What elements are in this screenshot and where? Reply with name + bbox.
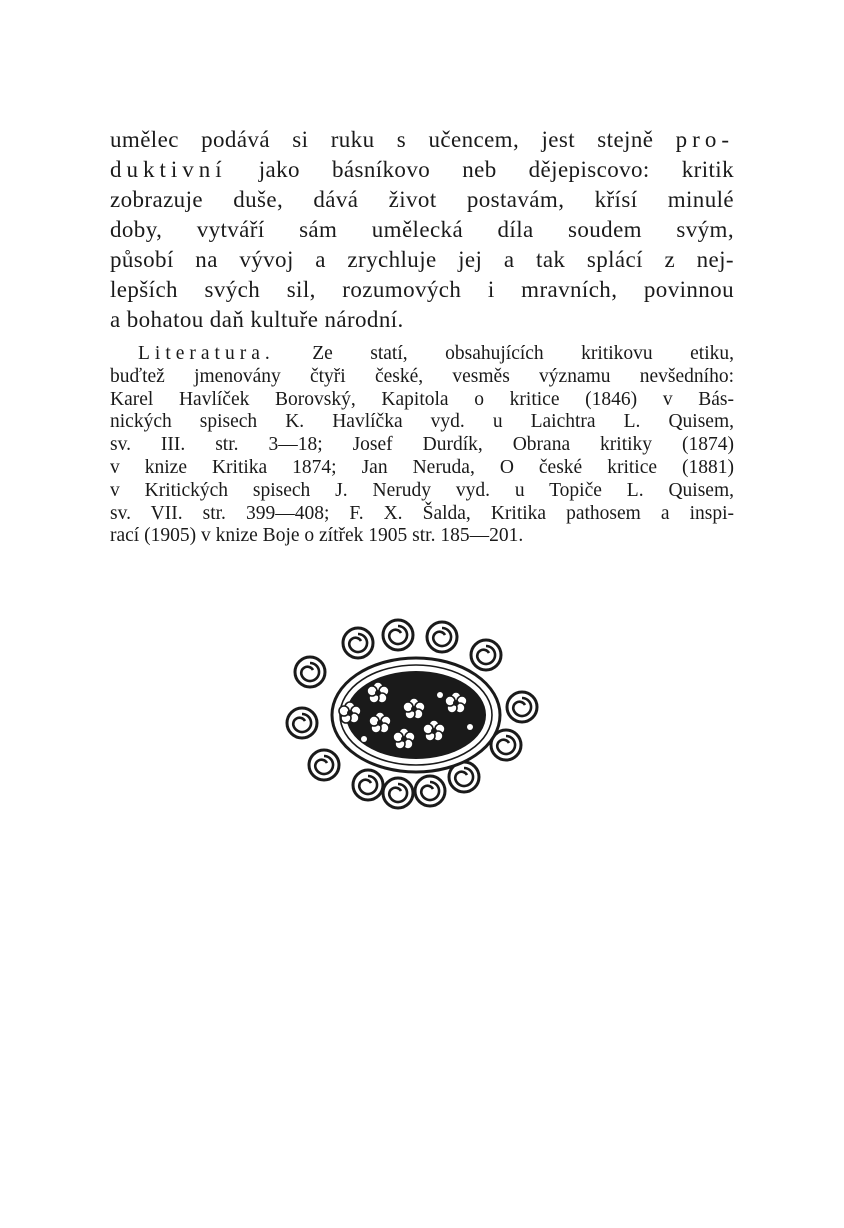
paragraph-line-4: doby, vytváří sám umělecká díla soudem svým, bbox=[110, 217, 734, 242]
literature-line-3: Karel Havlíček Borovský, Kapitola o kritice (1846) v Bás- bbox=[110, 388, 734, 410]
paragraph-line-1 bbox=[110, 125, 734, 155]
paragraph-line-1-text: umělec podává si ruku s učencem, jest stejně bbox=[110, 127, 676, 152]
paragraph-line-2-text: jako básníkovo neb dějepiscovo: kritik bbox=[226, 157, 734, 182]
paragraph-line-3: zobrazuje duše, dává život postavám, křísí minulé bbox=[110, 187, 734, 212]
paragraph-line-2 bbox=[110, 155, 734, 185]
literature-line-5: sv. III. str. 3—18; Josef Durdík, Obrana kritiky (1874) bbox=[110, 434, 734, 456]
paragraph-line-5: působí na vývoj a zrychluje jej a tak splácí z nej- bbox=[110, 247, 734, 272]
emphasized-word: duktivní bbox=[110, 157, 227, 182]
literature-line-2: buďtež jmenovány čtyři české, vesměs významu nevšedního: bbox=[110, 365, 734, 387]
floral-ornament-icon bbox=[280, 615, 560, 815]
paragraph-line-6: lepších svých sil, rozumových i mravních, povinnou bbox=[110, 277, 734, 302]
literature-section bbox=[110, 343, 734, 548]
emphasized-word: pro- bbox=[675, 127, 734, 152]
main-paragraph bbox=[110, 125, 734, 335]
literature-line-1-text: Ze statí, obsahujících kritikovu etiku, bbox=[274, 343, 734, 364]
literature-line-7: v Kritických spisech J. Nerudy vyd. u Topiče L. Quisem, bbox=[110, 479, 734, 501]
literature-line-8: sv. VII. str. 399—408; F. X. Šalda, Kritika pathosem a inspi- bbox=[110, 502, 734, 524]
literature-line-9: rací (1905) v knize Boje o zítřek 1905 str. 185—201. bbox=[110, 525, 524, 547]
literature-line-6: v knize Kritika 1874; Jan Neruda, O české kritice (1881) bbox=[110, 456, 734, 478]
literature-line-1 bbox=[110, 343, 734, 366]
paragraph-line-7: a bohatou daň kultuře národní. bbox=[110, 307, 404, 332]
literature-line-4: nických spisech K. Havlíčka vyd. u Laichtra L. Quisem, bbox=[110, 411, 734, 433]
literature-heading: Literatura. bbox=[138, 343, 275, 364]
